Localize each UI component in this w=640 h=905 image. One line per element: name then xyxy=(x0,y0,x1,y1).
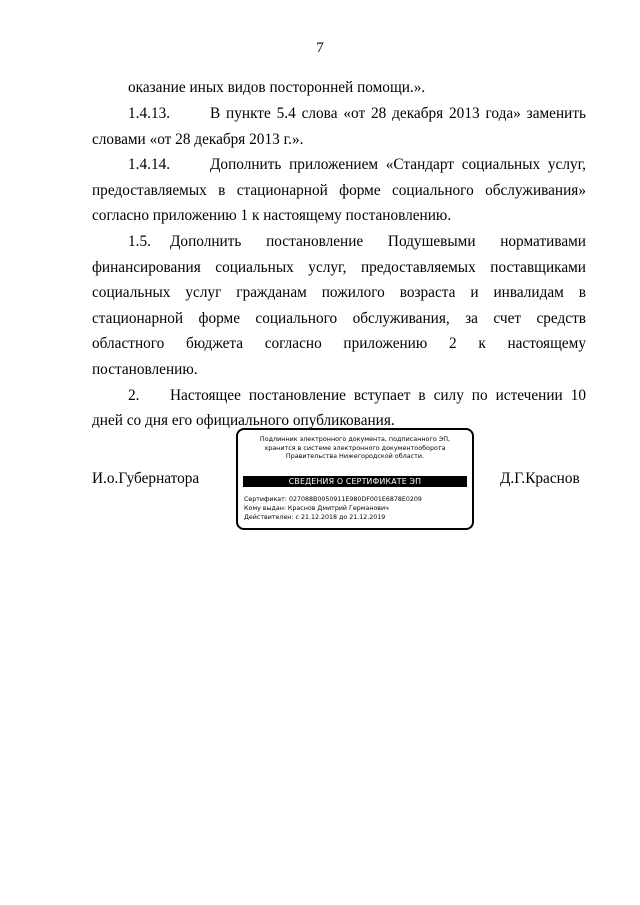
stamp-validity: Действителен: с 21.12.2018 до 21.12.2019 xyxy=(244,513,386,521)
stamp-issued-to: Кому выдан: Краснов Дмитрий Германович xyxy=(244,504,389,512)
paragraph-text: Настоящее постановление вступает в силу по истечении 10 дней со дня его официального опубликования. xyxy=(92,386,586,430)
paragraph-1-5 xyxy=(92,229,586,383)
stamp-certificate: Сертификат: 027088B0050911E980DF001E6878E0209 xyxy=(244,496,422,503)
stamp-details xyxy=(244,496,468,522)
paragraph-number: 1.4.13. xyxy=(128,105,171,122)
stamp-title: СВЕДЕНИЯ О СЕРТИФИКАТЕ ЭП xyxy=(243,476,467,487)
stamp-header-line: Правительства Нижегородской области. xyxy=(285,452,425,461)
paragraph-text: оказание иных видов посторонней помощи.». xyxy=(128,79,426,96)
page-number: 7 xyxy=(316,40,324,56)
signatory-position: И.о.Губернатора xyxy=(92,470,200,487)
paragraph-continuation xyxy=(92,75,586,101)
paragraph-1-4-13 xyxy=(92,101,586,152)
document-body-items xyxy=(92,101,586,434)
document-body xyxy=(92,75,586,101)
electronic-signature-stamp xyxy=(236,428,474,530)
paragraph-number: 2. xyxy=(128,386,140,404)
paragraph-text: Дополнить приложением «Стандарт социальных услуг, предоставляемых в стационарной форме социального обслуживания» согласно приложению 1 к настоящему постановлению. xyxy=(92,156,586,225)
paragraph-text: В пункте 5.4 слова «от 28 декабря 2013 года» заменить словами «от 28 декабря 2013 г.». xyxy=(92,105,586,148)
stamp-header-line: Подлинник электронного документа, подписанного ЭП, xyxy=(259,435,451,443)
signatory-name: Д.Г.Краснов xyxy=(500,470,580,487)
paragraph-2 xyxy=(92,383,586,434)
stamp-header xyxy=(242,435,468,461)
paragraph-1-4-14 xyxy=(92,152,586,229)
stamp-header-line: хранится в системе электронного документооборота xyxy=(264,443,446,452)
paragraph-text: Дополнить постановление Подушевыми нормативами финансирования социальных услуг, предоставляемых поставщиками социальных услуг гражданам пожилого возраста и инвалидам в стационарной форме социального обслуживания, за счет средств областного бюджета согласно приложению 2 к настоящему постановлению. xyxy=(92,232,586,378)
paragraph-number: 1.4.14. xyxy=(128,156,171,174)
paragraph-number: 1.5. xyxy=(128,232,151,250)
